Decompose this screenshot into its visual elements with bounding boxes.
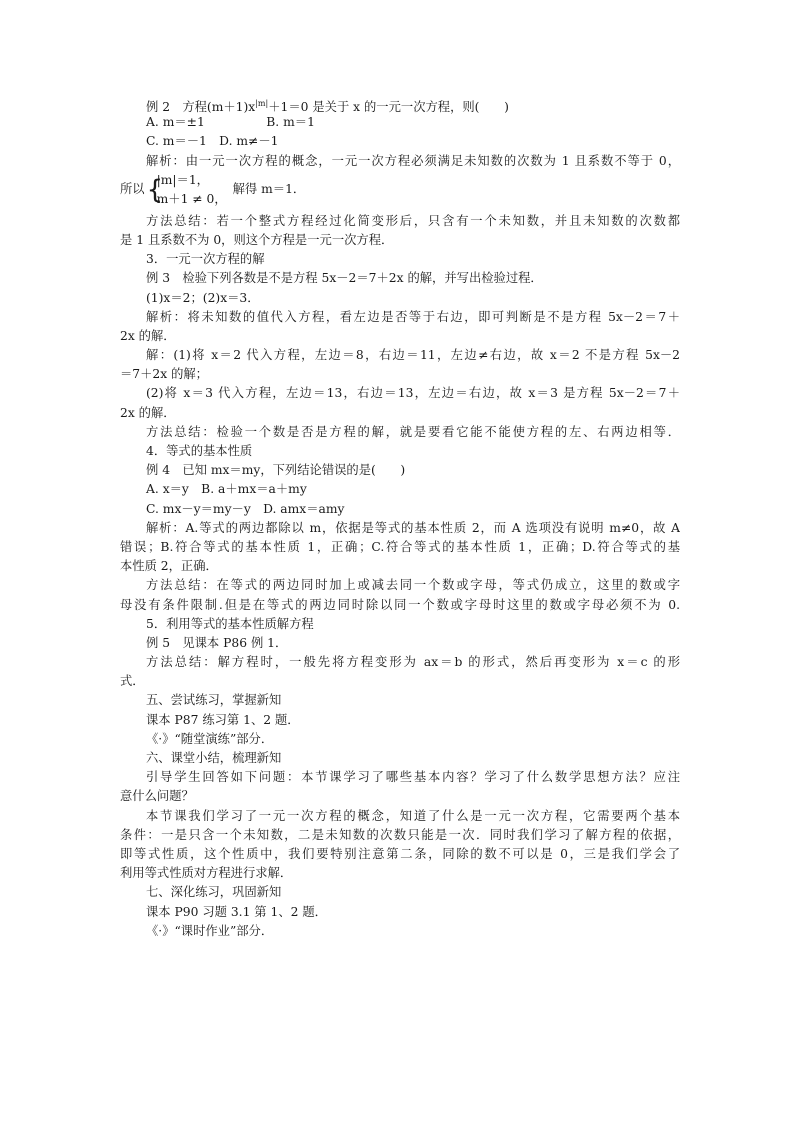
example-3-solution1-line2: ＝7＋2x 的解；: [120, 367, 208, 382]
example-2-summary-line1: 方法总结：若一个整式方程经过化简变形后，只含有一个未知数，并且未知数的次数都: [146, 213, 680, 228]
left-brace-icon: {: [146, 174, 164, 205]
example-4-analysis-line3: 本性质 2，正确．: [120, 559, 218, 574]
part-5-drill: 《·》“随堂演练”部分．: [146, 731, 274, 746]
example-4-summary-line1: 方法总结：在等式的两边同时加上或减去同一个数或字母，等式仍成立，这里的数或字: [146, 578, 680, 593]
example-3-analysis-line2: 2x 的解．: [120, 328, 176, 343]
section-3-heading: 3．一元一次方程的解: [146, 252, 265, 267]
section-5-heading: 5．利用等式的基本性质解方程: [146, 616, 314, 631]
example-3-summary: 方法总结：检验一个数是否是方程的解，就是要看它能不能使方程的左、右两边相等．: [146, 424, 680, 439]
part-6-summary-line2: 条件：一是只含一个未知数，二是未知数的次数只能是一次．同时我们学习了解方程的依据，: [120, 827, 680, 842]
example-4-options-cd: C. mx－y＝my－y D. amx＝amy: [146, 501, 345, 516]
part-6-question-line1: 引导学生回答如下问题：本节课学习了哪些基本内容？学习了什么数学思想方法？应注: [146, 770, 680, 785]
example-3-solution2-line2: 2x 的解．: [120, 405, 176, 420]
example-2-solution-line1: 解析：由一元一次方程的概念，一元一次方程必须满足未知数的次数为 1 且系数不等于 0，: [146, 153, 680, 168]
solution-suffix: 解得 m＝1．: [232, 181, 306, 196]
example-4-options-ab: A. x＝y B. a＋mx＝a＋my: [146, 482, 307, 497]
part-6-heading: 六、课堂小结，梳理新知: [146, 751, 282, 765]
system-equation-1: |m|＝1，: [156, 172, 209, 187]
example-4-analysis-line2: 错误；B.符合等式的基本性质 1，正确；C.符合等式的基本性质 1，正确；D.符合等式的基: [120, 539, 680, 554]
example-4-analysis-line1: 解析：A.等式的两边都除以 m，依据是等式的基本性质 2，而 A 选项没有说明 m≠0，故 A: [146, 520, 680, 535]
equation-system: [147, 171, 233, 209]
example-5-summary-line1: 方法总结：解方程时，一般先将方程变形为 ax＝b 的形式，然后再变形为 x＝c 的形: [146, 655, 680, 670]
example-2-summary-line2: 是 1 且系数不为 0，则这个方程是一元一次方程．: [120, 232, 394, 247]
part-6-summary-line1: 本节课我们学习了一元一次方程的概念，知道了什么是一元一次方程，它需要两个基本: [146, 808, 680, 823]
example-2-options-ab: A. m＝±1 B. m＝1: [146, 115, 315, 130]
part-6-summary-line4: 利用等式性质对方程进行求解．: [120, 866, 293, 881]
exponent: |m|: [255, 99, 269, 108]
part-5-heading: 五、尝试练习，掌握新知: [146, 693, 282, 708]
example-4-summary-line2: 母没有条件限制.但是在等式的两边同时除以同一个数或字母时这里的数或字母必须不为 0.: [120, 597, 680, 612]
part-6-summary-line3: 即等式性质，这个性质中，我们要特别注意第二条，同除的数不可以是 0，三是我们学会了: [120, 846, 680, 861]
example-5-summary-line2: 式．: [120, 674, 145, 689]
example-3-solution2-line1: (2)将 x＝3 代入方程，左边＝13，右边＝13，左边＝右边，故 x＝3 是方程 5x－2＝7＋: [146, 386, 680, 401]
example-4-title: 例 4 已知 mx＝my，下列结论错误的是( ): [146, 463, 406, 478]
part-7-heading: 七、深化练习，巩固新知: [146, 885, 282, 900]
system-equation-2: m＋1 ≠ 0，: [156, 191, 227, 206]
part-7-homework: 《·》“课时作业”部分．: [146, 923, 274, 938]
example-3-title: 例 3 检验下列各数是不是方程 5x－2＝7＋2x 的解，并写出检验过程．: [146, 271, 543, 286]
example-3-solution1-line1: 解：(1)将 x＝2 代入方程，左边＝8，右边＝11，左边≠右边，故 x＝2 不是方程 5x－2: [146, 348, 680, 363]
part-6-question-line2: 意什么问题？: [120, 789, 194, 804]
example-2-title: 例 2 方程$(m+1)x^{|m|}+1=0$ 是关于 x 的一元一次方程，则( ): [146, 99, 509, 114]
solution-prefix: 所以: [120, 181, 145, 196]
example-2-solution-system: [120, 171, 680, 209]
section-4-heading: 4．等式的基本性质: [146, 444, 253, 458]
example-2-options-cd: C. m＝－1 D. m≠－1: [146, 134, 279, 149]
part-5-exercise: 课本 P87 练习第 1、2 题．: [146, 712, 300, 727]
example-3-items: (1)x＝2；(2)x＝3．: [146, 290, 260, 305]
example-3-analysis-line1: 解析：将未知数的值代入方程，看左边是否等于右边，即可判断是不是方程 5x－2＝7＋: [146, 309, 680, 324]
document-page: [120, 94, 680, 941]
example-5-title: 例 5 见课本 P86 例 1．: [146, 635, 288, 650]
part-7-exercise: 课本 P90 习题 3.1 第 1、2 题．: [146, 904, 327, 919]
